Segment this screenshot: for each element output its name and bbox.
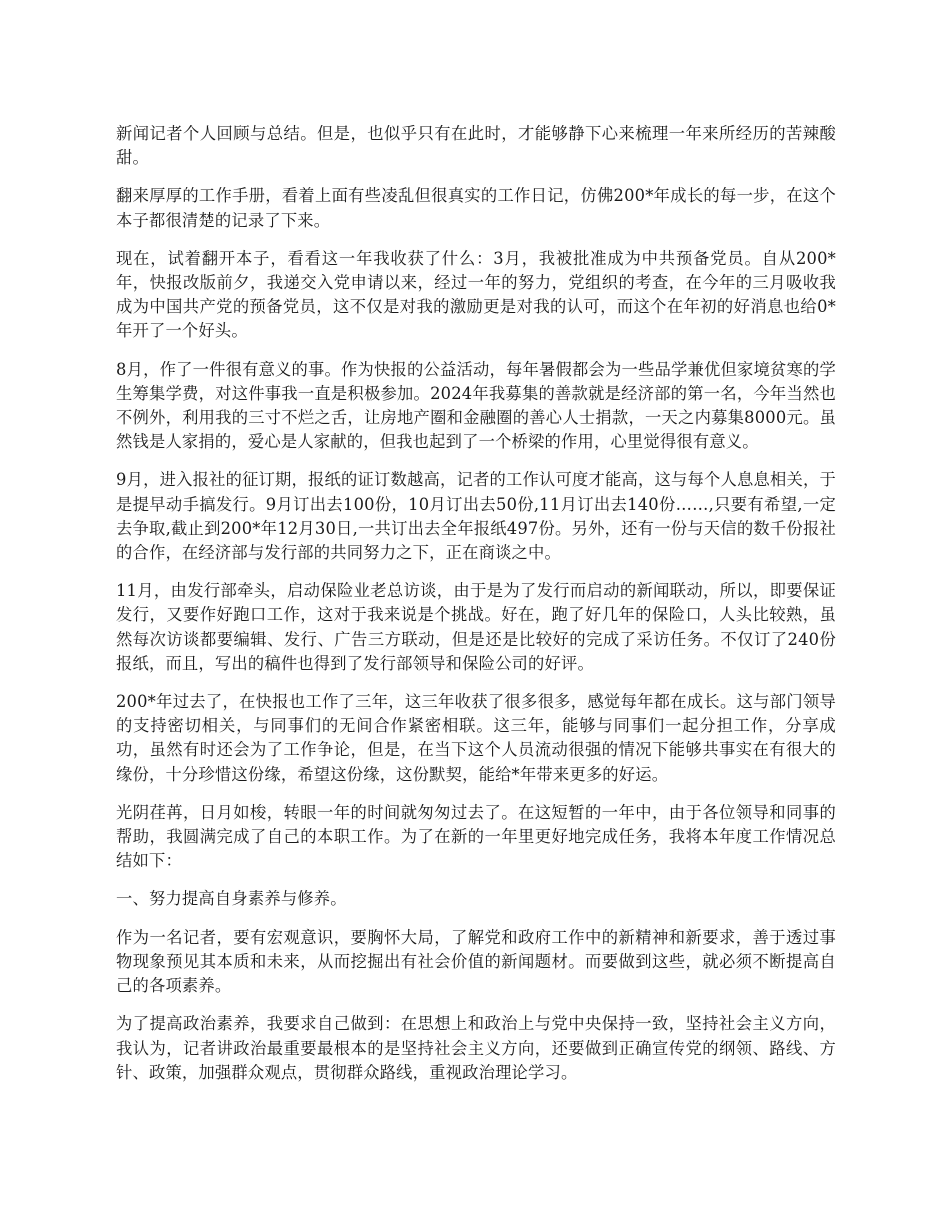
document-body	[116, 122, 836, 1099]
paragraph-6: 11月，由发行部牵头，启动保险业老总访谈，由于是为了发行而启动的新闻联动，所以，即要保证发行，又要作好跑口工作，这对于我来说是个挑战。好在，跑了好几年的保险口，人头比较熟，虽然每次访谈都要编辑、发行、广告三方联动，但是还是比较好的完成了采访任务。不仅订了240份报纸，而且，写出的稿件也得到了发行部领导和保险公司的好评。	[116, 581, 836, 673]
paragraph-2: 翻来厚厚的工作手册，看着上面有些凌乱但很真实的工作日记，仿佛200*年成长的每一步，在这个本子都很清楚的记录了下来。	[116, 186, 836, 230]
paragraph-4: 8月，作了一件很有意义的事。作为快报的公益活动，每年暑假都会为一些品学兼优但家境贫寒的学生筹集学费，对这件事我一直是积极参加。2024年我募集的善款就是经济部的第一名，今年当然也不例外，利用我的三寸不烂之舌，让房地产圈和金融圈的善心人士捐款，一天之内募集8000元。虽然钱是人家捐的，爱心是人家献的，但我也起到了一个桥梁的作用，心里觉得很有意义。	[116, 359, 836, 452]
paragraph-10: 为了提高政治素养，我要求自己做到：在思想上和政治上与党中央保持一致，坚持社会主义方向，我认为，记者讲政治最重要最根本的是坚持社会主义方向，还要做到正确宣传党的纲领、路线、方针、政策，加强群众观点，贯彻群众路线，重视政治理论学习。	[116, 1014, 836, 1082]
section-heading-1: 一、努力提高自身素养与修养。	[116, 889, 347, 909]
paragraph-7: 200*年过去了，在快报也工作了三年，这三年收获了很多很多，感觉每年都在成长。这与部门领导的支持密切相关，与同事们的无间合作紧密相联。这三年，能够与同事们一起分担工作，分享成功，虽然有时还会为了工作争论，但是，在当下这个人员流动很强的情况下能够共事实在有很大的缘份，十分珍惜这份缘，希望这份缘，这份默契，能给*年带来更多的好运。	[116, 692, 836, 784]
paragraph-1: 新闻记者个人回顾与总结。但是，也似乎只有在此时，才能够静下心来梳理一年来所经历的苦辣酸甜。	[116, 124, 836, 168]
paragraph-5: 9月，进入报社的征订期，报纸的证订数越高，记者的工作认可度才能高，这与每个人息息相关，于是提早动手搞发行。9月订出去100份，10月订出去50份,11月订出去140份……,只要有希望,一定去争取,截止到200*年12月30日,一共订出去全年报纸497份。另外，还有一份与天信的数千份报社的合作，在经济部与发行部的共同努力之下，正在商谈之中。	[116, 470, 836, 563]
paragraph-8: 光阴荏苒，日月如梭，转眼一年的时间就匆匆过去了。在这短暂的一年中，由于各位领导和同事的帮助，我圆满完成了自己的本职工作。为了在新的一年里更好地完成任务，我将本年度工作情况总结如下：	[116, 802, 836, 871]
paragraph-3: 现在，试着翻开本子，看看这一年我收获了什么：3月，我被批准成为中共预备党员。自从200*年，快报改版前夕，我递交入党申请以来，经过一年的努力，党组织的考查，在今年的三月吸收我成为中国共产党的预备党员，这不仅是对我的激励更是对我的认可，而这个在年初的好消息也给0*年开了一个好头。	[116, 248, 836, 341]
paragraph-9: 作为一名记者，要有宏观意识，要胸怀大局，了解党和政府工作中的新精神和新要求，善于透过事物现象预见其本质和未来，从而挖掘出有社会价值的新闻题材。而要做到这些，就必须不断提高自己的各项素养。	[116, 927, 836, 996]
